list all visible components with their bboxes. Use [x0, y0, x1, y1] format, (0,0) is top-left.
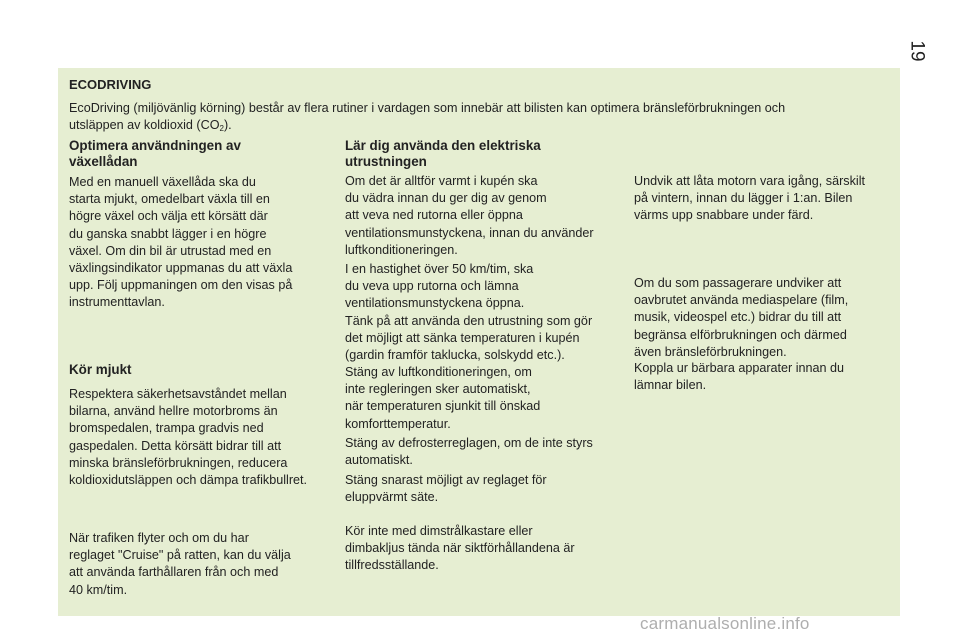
intro-line-2 — [69, 117, 889, 137]
paragraph-seat-heating: Stäng snarast möjligt av reglaget för eluppvärmt säte. — [345, 473, 547, 505]
paragraph-ac-off: Stäng av luftkonditioneringen, om inte regleringen sker automatiskt, när temperaturen sjunkit till önskad komforttemperatur. — [345, 365, 541, 431]
intro-line-2-end: ). — [223, 118, 232, 133]
paragraph-media: Om du som passagerare undviker att oavbrutet använda mediaspelare (film, musik, videospel etc.) bidrar du till att begränsa elförbrukningen och därmed även bränsleförbrukningen. — [634, 276, 849, 359]
paragraph-gearbox: Med en manuell växellåda ska du starta mjukt, omedelbart växla till en högre växel och välja ett körsätt där du ganska snabbt lägger i en högre växel. Om din bil är utrustad med en växlingsindikator uppmanas du att växla upp. Följ uppmaningen om den visas på instrumenttavlan. — [69, 175, 293, 310]
paragraph-temperature: Tänk på att använda den utrustning som gör det möjligt att sänka temperaturen i kupén (gardin framför taklucka, solskydd etc.). — [345, 314, 593, 363]
heading-gearbox: Optimera användningen av växellådan — [69, 138, 241, 169]
paragraph-speed: I en hastighet över 50 km/tim, ska du veva upp rutorna och lämna ventilationsmunstyckena öppna. — [345, 262, 534, 311]
watermark: carmanualsonline.info — [640, 614, 810, 633]
paragraph-cruise: När trafiken flyter och om du har reglaget "Cruise" på ratten, kan du välja att använda farthållaren från och med 40 km/tim. — [69, 531, 291, 597]
intro-paragraph — [69, 100, 889, 137]
paragraph-idle-engine: Undvik att låta motorn vara igång, särskilt på vintern, innan du lägger i 1:an. Bilen värms upp snabbare under färd. — [634, 174, 865, 223]
page-number: 19 — [906, 40, 928, 62]
paragraph-fog-lights: Kör inte med dimstrålkastare eller dimbakljus tända när siktförhållandena är tillfredsställande. — [345, 524, 575, 573]
heading-drive-smoothly: Kör mjukt — [69, 362, 132, 377]
intro-line-1: EcoDriving (miljövänlig körning) består av flera rutiner i vardagen som innebär att bilisten kan optimera bränsleförbrukningen och — [69, 101, 786, 115]
heading-electrical: Lär dig använda den elektriska utrustningen — [345, 138, 541, 169]
paragraph-ventilate: Om det är alltför varmt i kupén ska du vädra innan du ger dig av genom att veva ned rutorna eller öppna ventilationsmunstyckena, innan du använder luftkonditioneringen. — [345, 174, 594, 257]
paragraph-unplug: Koppla ur bärbara apparater innan du lämnar bilen. — [634, 361, 845, 393]
paragraph-drive-smoothly: Respektera säkerhetsavståndet mellan bilarna, använd hellre motorbroms än bromspedalen, trampa gradvis ned gaspedalen. Detta körsätt bidrar till att minska bränsleförbrukningen, reducera koldioxidutsläppen och dämpa trafikbullret. — [69, 387, 308, 488]
co2-subscript: 2 — [219, 124, 224, 134]
section-title: ECODRIVING — [69, 77, 152, 92]
intro-line-2-text: utsläppen av koldioxid (CO — [69, 118, 220, 133]
paragraph-defroster: Stäng av defrosterreglagen, om de inte styrs automatiskt. — [345, 436, 593, 468]
